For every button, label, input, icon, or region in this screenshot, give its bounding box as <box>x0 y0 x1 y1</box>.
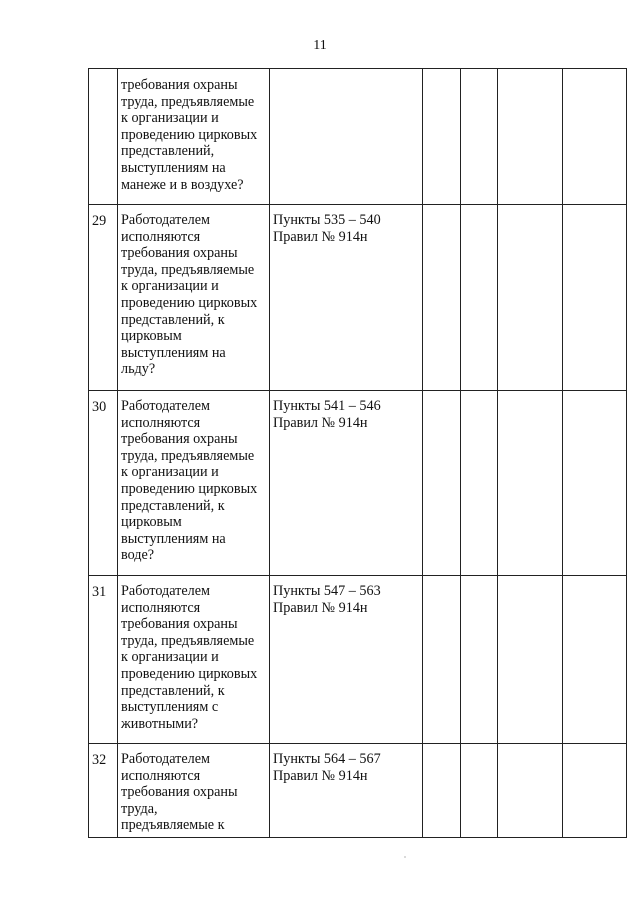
requirement-question: Работодателем исполняются требования охраны труда, предъявляемые к организации и проведению цирковых представлений, к выступлениям с животными? <box>118 576 270 744</box>
answer-no-cell <box>461 205 498 391</box>
legal-reference: Пункты 547 – 563 Правил № 914н <box>270 576 423 744</box>
answer-no-cell <box>461 391 498 576</box>
answer-yes-cell <box>423 744 461 838</box>
not-applicable-cell <box>498 391 563 576</box>
note-cell <box>563 744 627 838</box>
answer-no-cell <box>461 69 498 205</box>
checklist-table <box>88 68 627 838</box>
table-row <box>89 744 627 838</box>
note-cell <box>563 391 627 576</box>
not-applicable-cell <box>498 576 563 744</box>
not-applicable-cell <box>498 69 563 205</box>
answer-yes-cell <box>423 69 461 205</box>
legal-reference <box>270 69 423 205</box>
answer-yes-cell <box>423 205 461 391</box>
answer-yes-cell <box>423 576 461 744</box>
row-number: 32 <box>89 744 118 838</box>
table-row <box>89 576 627 744</box>
row-number: 30 <box>89 391 118 576</box>
requirement-question: Работодателем исполняются требования охраны труда, предъявляемые к организации и проведению цирковых представлений, к цирковым выступлениям на воде? <box>118 391 270 576</box>
page-number: 11 <box>313 38 327 53</box>
not-applicable-cell <box>498 744 563 838</box>
table-row <box>89 391 627 576</box>
legal-reference: Пункты 535 – 540 Правил № 914н <box>270 205 423 391</box>
requirement-question: Работодателем исполняются требования охраны труда, предъявляемые к <box>118 744 270 838</box>
requirement-question: требования охраны труда, предъявляемые к организации и проведению цирковых представлений, выступлениям на манеже и в воздухе? <box>118 69 270 205</box>
row-number <box>89 69 118 205</box>
legal-reference: Пункты 541 – 546 Правил № 914н <box>270 391 423 576</box>
note-cell <box>563 576 627 744</box>
answer-no-cell <box>461 576 498 744</box>
row-number: 31 <box>89 576 118 744</box>
legal-reference: Пункты 564 – 567 Правил № 914н <box>270 744 423 838</box>
answer-no-cell <box>461 744 498 838</box>
not-applicable-cell <box>498 205 563 391</box>
scan-speck <box>404 856 406 858</box>
note-cell <box>563 69 627 205</box>
requirement-question: Работодателем исполняются требования охраны труда, предъявляемые к организации и проведению цирковых представлений, к цирковым выступлениям на льду? <box>118 205 270 391</box>
note-cell <box>563 205 627 391</box>
answer-yes-cell <box>423 391 461 576</box>
row-number: 29 <box>89 205 118 391</box>
table-row <box>89 205 627 391</box>
table-row <box>89 69 627 205</box>
